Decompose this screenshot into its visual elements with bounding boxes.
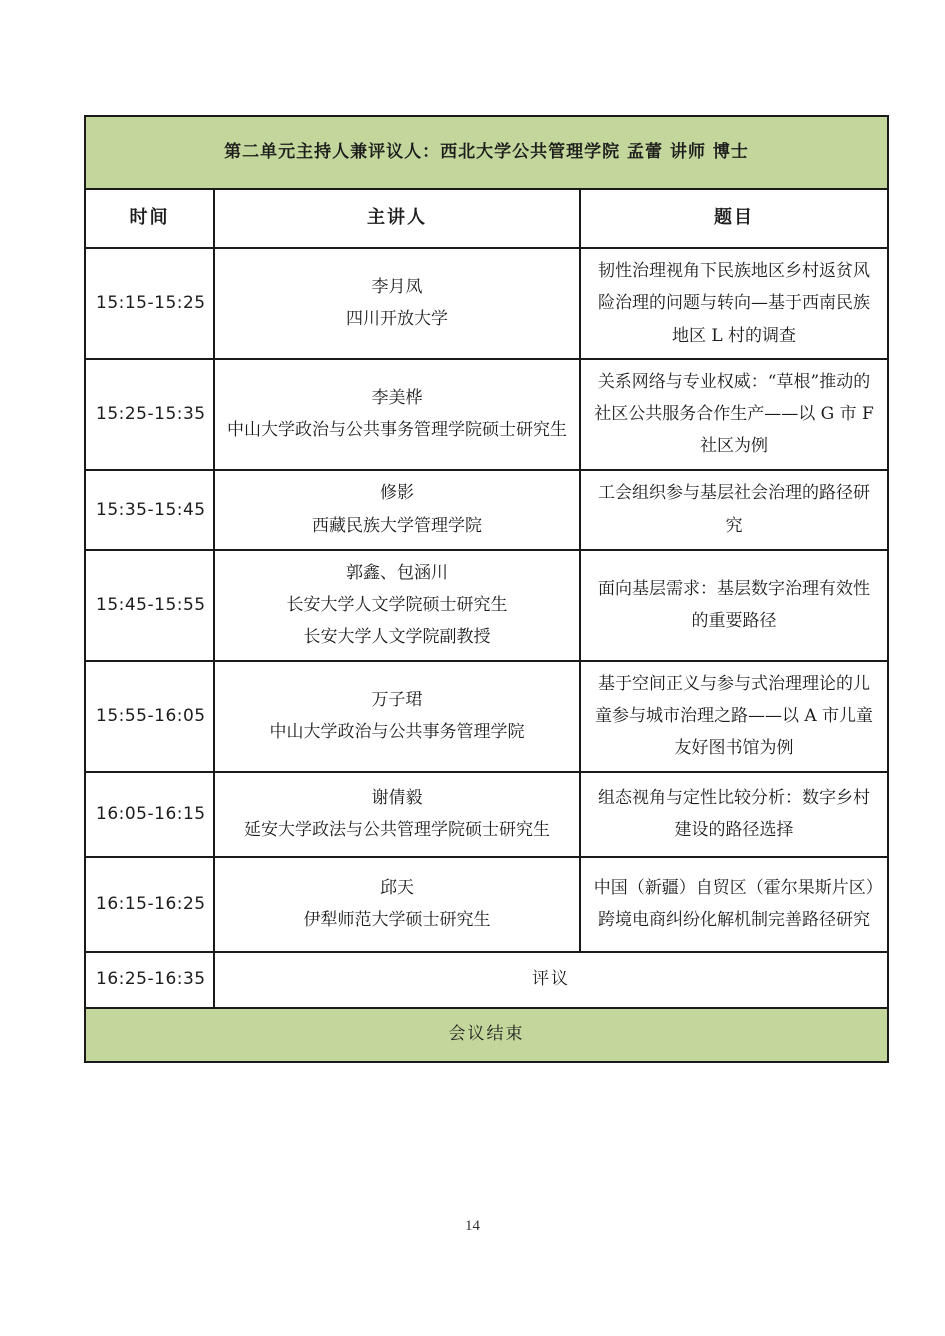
speaker-affiliation: 四川开放大学 [346, 309, 448, 330]
speaker-cell [214, 857, 580, 952]
topic-cell: 面向基层需求：基层数字治理有效性的重要路径 [580, 550, 888, 661]
time-cell: 16:25-16:35 [85, 952, 214, 1008]
speaker-affiliation: 长安大学人文学院硕士研究生 [286, 595, 508, 616]
topic-cell: 韧性治理视角下民族地区乡村返贫风险治理的问题与转向—基于西南民族地区 L 村的调查 [580, 248, 888, 359]
speaker-affiliation: 伊犁师范大学硕士研究生 [303, 910, 491, 931]
table-row [85, 359, 888, 470]
table-row [85, 550, 888, 661]
topic-cell: 基于空间正义与参与式治理理论的儿童参与城市治理之路——以 A 市儿童友好图书馆为例 [580, 661, 888, 772]
time-cell: 15:45-15:55 [85, 550, 214, 661]
time-cell: 15:25-15:35 [85, 359, 214, 470]
table-footer-row [85, 1008, 888, 1062]
time-cell: 16:15-16:25 [85, 857, 214, 952]
topic-cell: 组态视角与定性比较分析：数字乡村建设的路径选择 [580, 772, 888, 857]
speaker-name: 谢倩毅 [371, 787, 423, 808]
session-header-row [85, 116, 888, 189]
speaker-cell [214, 772, 580, 857]
speaker-affiliation: 中山大学政治与公共事务管理学院 [269, 722, 525, 743]
col-header-speaker: 主讲人 [214, 189, 580, 248]
col-header-topic: 题目 [580, 189, 888, 248]
page-number: 14 [465, 1218, 480, 1234]
topic-cell: 中国（新疆）自贸区（霍尔果斯片区）跨境电商纠纷化解机制完善路径研究 [580, 857, 888, 952]
time-cell: 15:55-16:05 [85, 661, 214, 772]
speaker-cell [214, 359, 580, 470]
review-label: 评议 [214, 952, 888, 1008]
speaker-affiliation: 中山大学政治与公共事务管理学院硕士研究生 [227, 420, 567, 441]
speaker-name: 修影 [380, 483, 414, 504]
table-row [85, 661, 888, 772]
col-header-time: 时间 [85, 189, 214, 248]
speaker-affiliation: 延安大学政法与公共管理学院硕士研究生 [244, 820, 550, 841]
table-row [85, 248, 888, 359]
topic-cell: 工会组织参与基层社会治理的路径研究 [580, 470, 888, 550]
review-row [85, 952, 888, 1008]
schedule-table [84, 115, 889, 1063]
column-header-row [85, 189, 888, 248]
speaker-name: 李美桦 [371, 388, 423, 409]
table-row [85, 470, 888, 550]
speaker-cell [214, 661, 580, 772]
speaker-affiliation: 长安大学人文学院副教授 [303, 627, 491, 648]
speaker-name: 郭鑫、包涵川 [346, 562, 448, 583]
speaker-name: 李月凤 [371, 277, 423, 298]
time-cell: 15:15-15:25 [85, 248, 214, 359]
table-row [85, 772, 888, 857]
speaker-affiliation: 西藏民族大学管理学院 [312, 515, 482, 536]
meeting-end-banner: 会议结束 [85, 1008, 888, 1062]
table-row [85, 857, 888, 952]
speaker-name: 万子珺 [371, 689, 423, 710]
schedule-table-container [84, 115, 887, 1063]
speaker-cell [214, 248, 580, 359]
topic-cell: 关系网络与专业权威：“草根”推动的社区公共服务合作生产——以 G 市 F 社区为例 [580, 359, 888, 470]
time-cell: 16:05-16:15 [85, 772, 214, 857]
speaker-cell [214, 470, 580, 550]
session-header: 第二单元主持人兼评议人：西北大学公共管理学院 孟蕾 讲师 博士 [85, 116, 888, 189]
time-cell: 15:35-15:45 [85, 470, 214, 550]
speaker-cell [214, 550, 580, 661]
speaker-name: 邱天 [380, 877, 414, 898]
